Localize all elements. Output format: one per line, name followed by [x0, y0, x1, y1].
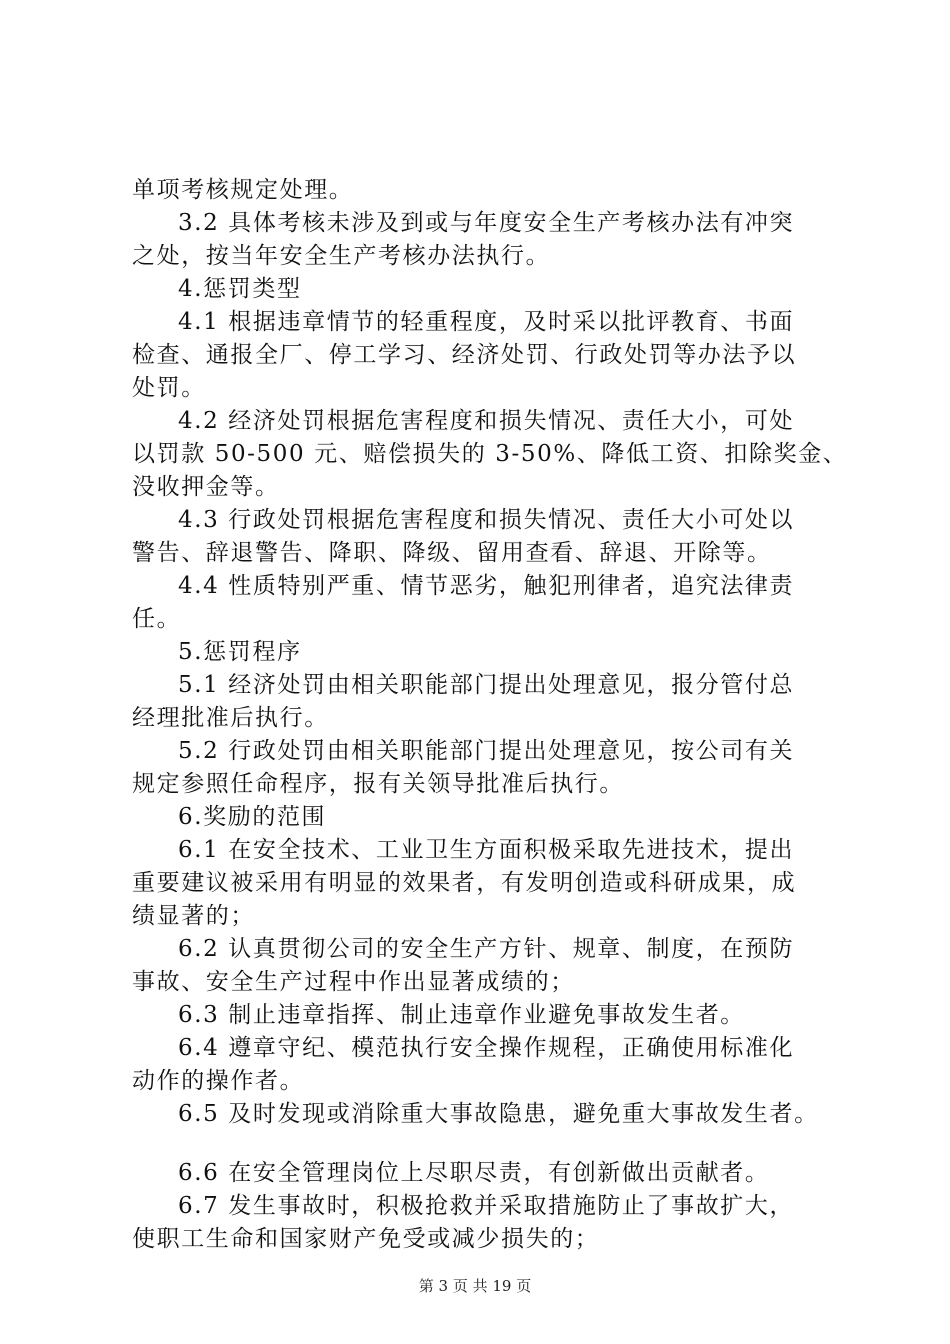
- section-heading: 4.惩罚类型: [178, 276, 302, 302]
- text-line: 4.1 根据违章情节的轻重程度，及时采以批评教育、书面: [178, 309, 795, 335]
- text-line: 使职工生命和国家财产免受或减少损失的；: [132, 1226, 600, 1252]
- text-line: 4.2 经济处罚根据危害程度和损失情况、责任大小，可处: [178, 408, 795, 434]
- text-line: 处罚。: [132, 375, 206, 401]
- text-line: 经理批准后执行。: [132, 705, 329, 731]
- text-line: 6.2 认真贯彻公司的安全生产方针、规章、制度，在预防: [178, 936, 795, 962]
- text-line: 没收押金等。: [132, 474, 280, 500]
- text-line: 任。: [132, 606, 182, 632]
- page-number-footer: [0, 1276, 950, 1296]
- text-line: 6.4 遵章守纪、模范执行安全操作规程，正确使用标准化: [178, 1035, 795, 1061]
- text-line: 4.4 性质特别严重、情节恶劣，触犯刑律者，追究法律责: [178, 573, 795, 599]
- text-line: 事故、安全生产过程中作出显著成绩的；: [132, 969, 575, 995]
- text-line: 5.1 经济处罚由相关职能部门提出处理意见，报分管付总: [178, 672, 795, 698]
- text-line: 6.3 制止违章指挥、制止违章作业避免事故发生者。: [178, 1002, 745, 1028]
- text-line: 重要建议被采用有明显的效果者，有发明创造或科研成果，成: [132, 870, 797, 896]
- text-line: 6.7 发生事故时，积极抢救并采取措施防止了事故扩大，: [178, 1193, 795, 1219]
- text-line: 绩显著的；: [132, 903, 255, 929]
- text-line: 6.1 在安全技术、工业卫生方面积极采取先进技术，提出: [178, 837, 795, 863]
- section-heading: 6.奖励的范围: [178, 804, 327, 830]
- text-line: 5.2 行政处罚由相关职能部门提出处理意见，按公司有关: [178, 738, 795, 764]
- text-line: 单项考核规定处理。: [132, 177, 354, 203]
- text-line: 6.5 及时发现或消除重大事故隐患，避免重大事故发生者。: [178, 1101, 819, 1127]
- text-line: 检查、通报全厂、停工学习、经济处罚、行政处罚等办法予以: [132, 342, 797, 368]
- text-line: 3.2 具体考核未涉及到或与年度安全生产考核办法有冲突: [178, 210, 795, 236]
- text-line: 动作的操作者。: [132, 1068, 305, 1094]
- text-line: 之处，按当年安全生产考核办法执行。: [132, 243, 551, 269]
- page-indicator: 第 3 页 共 19 页: [418, 1277, 532, 1295]
- text-line: 4.3 行政处罚根据危害程度和损失情况、责任大小可处以: [178, 507, 795, 533]
- text-line: 以罚款 50-500 元、赔偿损失的 3-50%、降低工资、扣除奖金、: [132, 441, 848, 467]
- text-line: 6.6 在安全管理岗位上尽职尽责，有创新做出贡献者。: [178, 1160, 770, 1186]
- text-line: 警告、辞退警告、降职、降级、留用查看、辞退、开除等。: [132, 540, 772, 566]
- section-heading: 5.惩罚程序: [178, 639, 302, 665]
- text-line: 规定参照任命程序，报有关领导批准后执行。: [132, 771, 624, 797]
